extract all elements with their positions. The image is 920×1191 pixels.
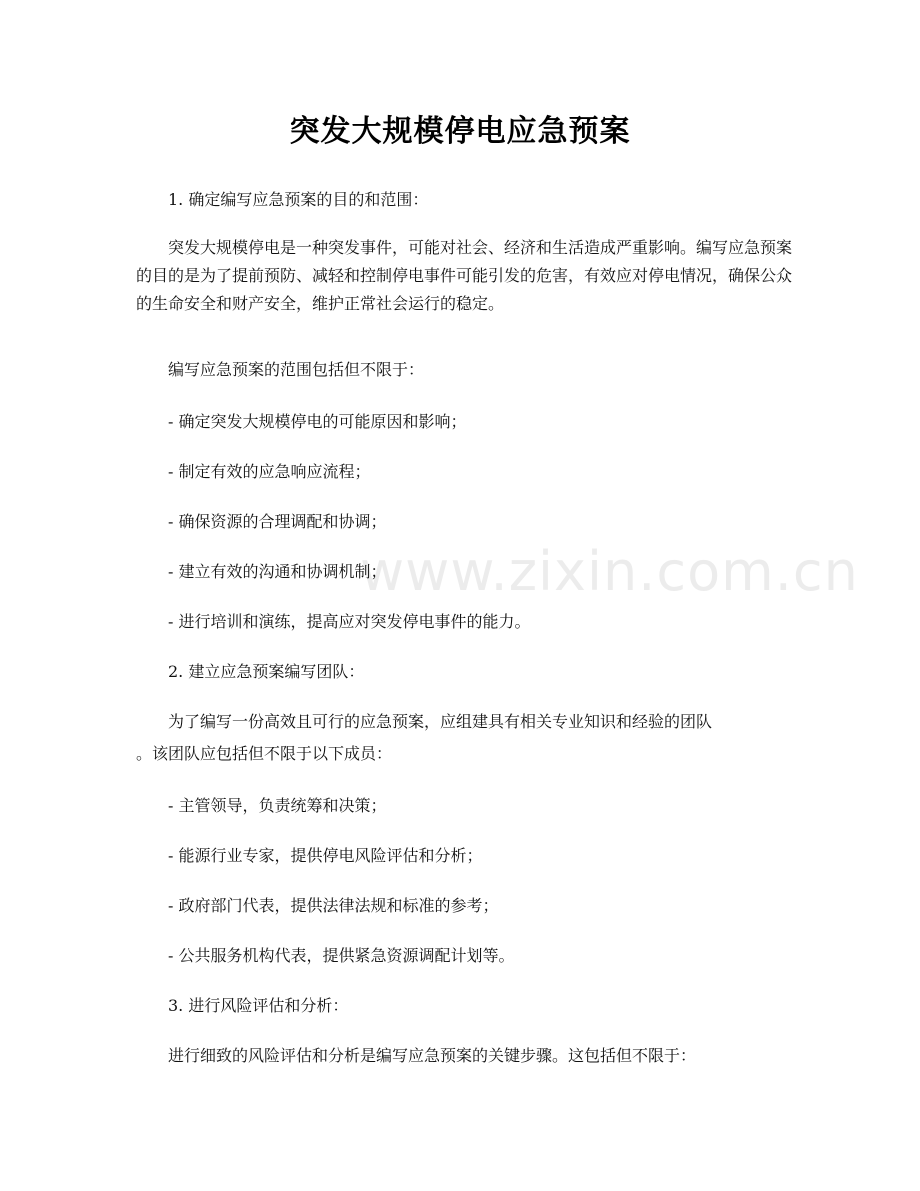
section-2-item: - 政府部门代表，提供法律法规和标准的参考； <box>168 896 499 915</box>
section-1-list-intro: 编写应急预案的范围包括但不限于： <box>168 360 425 379</box>
section-3-heading: 3. 进行风险评估和分析： <box>168 996 349 1015</box>
section-2-item: - 主管领导，负责统筹和决策； <box>168 796 387 815</box>
section-2-item: - 能源行业专家，提供停电风险评估和分析； <box>168 846 483 865</box>
section-2-item: - 公共服务机构代表，提供紧急资源调配计划等。 <box>168 946 515 965</box>
section-1-item: - 确定突发大规模停电的可能原因和影响； <box>168 412 467 431</box>
section-2-heading: 2. 建立应急预案编写团队： <box>168 662 365 681</box>
document-title: 突发大规模停电应急预案 <box>289 114 631 149</box>
section-2-body-line: 。该团队应包括但不限于以下成员： <box>136 744 393 763</box>
section-1-body: 突发大规模停电是一种突发事件，可能对社会、经济和生活造成严重影响。编写应急预案的目的是为了提前预防、减轻和控制停电事件可能引发的危害，有效应对停电情况，确保公众的生命安全和财产安全，维护正常社会运行的稳定。 <box>136 238 793 313</box>
watermark: www.zixin.com.cn <box>360 540 859 603</box>
section-2-body-line: 为了编写一份高效且可行的应急预案，应组建具有相关专业知识和经验的团队 <box>168 712 713 731</box>
section-3-body: 进行细致的风险评估和分析是编写应急预案的关键步骤。这包括但不限于： <box>168 1046 697 1065</box>
section-1-item: - 制定有效的应急响应流程； <box>168 462 371 481</box>
section-1-item: - 进行培训和演练，提高应对突发停电事件的能力。 <box>168 612 531 631</box>
section-1-item: - 确保资源的合理调配和协调； <box>168 512 387 531</box>
section-1-item: - 建立有效的沟通和协调机制； <box>168 562 387 581</box>
section-1-heading: 1. 确定编写应急预案的目的和范围： <box>168 190 429 209</box>
